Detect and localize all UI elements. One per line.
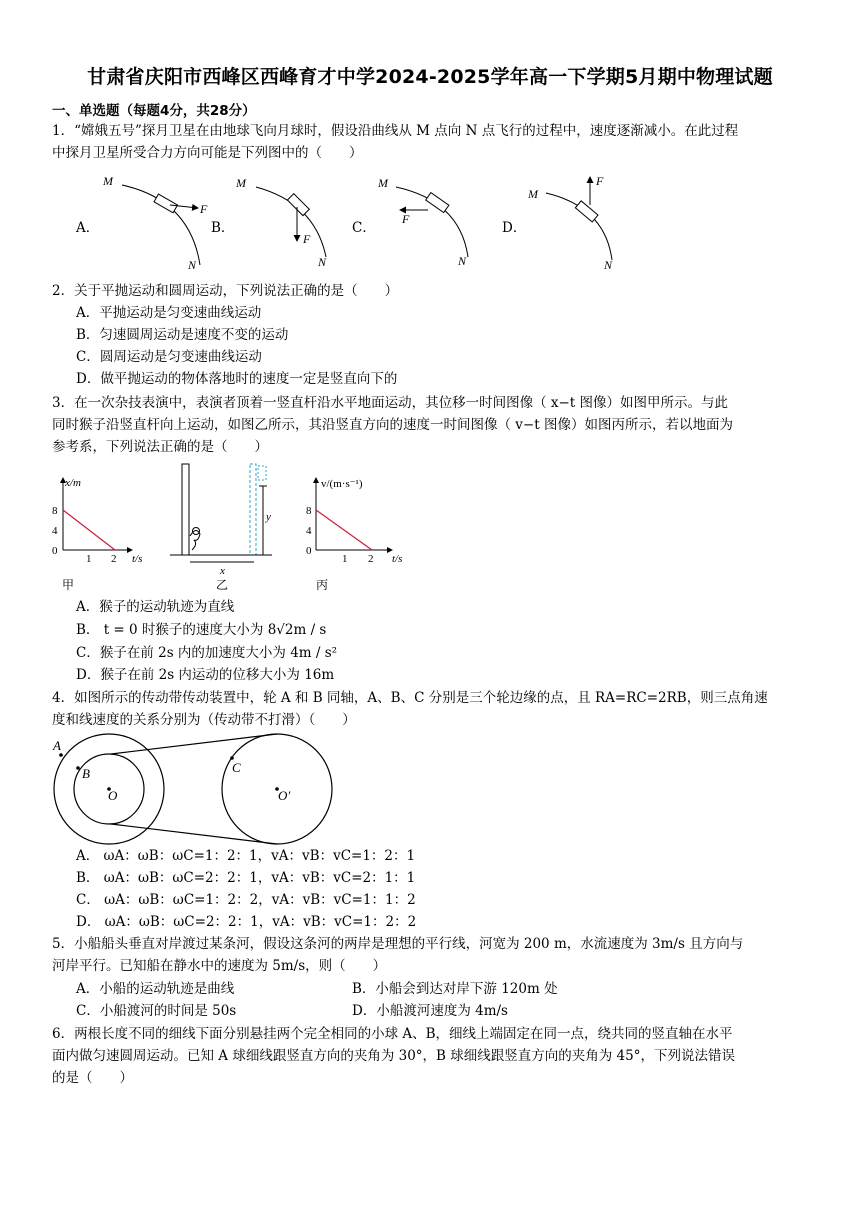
- q3b-caption: 乙: [216, 578, 229, 592]
- q1b-n-label: N: [318, 255, 327, 269]
- section-heading: 一、单选题（每题4分，共28分）: [52, 103, 256, 119]
- q3a-ytick-4: 4: [52, 525, 58, 537]
- q1d-f-label: F: [596, 174, 604, 188]
- q3c-xtick-2: 2: [368, 553, 374, 565]
- q3-chart-x-t: [52, 477, 142, 592]
- q2-option-d: D．做平抛运动的物体落地时的速度一定是竖直向下的: [76, 371, 398, 387]
- q3b-x-label: x: [220, 565, 225, 577]
- q3-x-t-line: [63, 510, 115, 550]
- q1b-f-label: F: [303, 232, 311, 246]
- q1-option-a-label: A．: [76, 220, 100, 236]
- q3c-ytick-8: 8: [306, 505, 312, 517]
- q1-option-b-label: B．: [211, 220, 235, 236]
- q1-stem-line2: 中探月卫星所受合力方向可能是下列图中的（ ）: [52, 145, 363, 161]
- q3-stem-line3: 参考系，下列说法正确的是（ ）: [52, 439, 268, 455]
- q1-option-c-label: C．: [352, 220, 376, 236]
- q4-stem-line2: 度和线速度的关系分别为（传动带不打滑）（ ）: [52, 712, 356, 728]
- q1-figures: [0, 165, 860, 275]
- q1a-n-label: N: [188, 258, 197, 272]
- q1-stem-line1: 1．“嫦娥五号”探月卫星在由地球飞向月球时，假设沿曲线从 M 点向 N 点飞行的过程中，速度逐渐减小。在此过程: [52, 123, 739, 139]
- q1-figure-a: [102, 174, 208, 272]
- q4-option-c: C． ωA：ωB：ωC=1：2：2，vA：vB：vC=1：1：2: [76, 892, 416, 908]
- q3a-ylabel: x/m: [65, 477, 81, 489]
- q5-stem-line1: 5．小船船头垂直对岸渡过某条河，假设这条河的两岸是理想的平行线，河宽为 200 m，水流速度为 3m/s 且方向与: [52, 936, 744, 952]
- q3-figures: [40, 458, 420, 598]
- belt-top: [111, 734, 277, 754]
- q6-stem-line1: 6．两根长度不同的细线下面分别悬挂两个完全相同的小球 A、B，细线上端固定在同一点，绕共同的竖直轴在水平: [52, 1026, 733, 1042]
- q1-option-d-label: D．: [502, 220, 527, 236]
- page-title: 甘肃省庆阳市西峰区西峰育才中学2024-2025学年高一下学期5月期中物理试题: [87, 66, 773, 88]
- q4-label-a: A: [53, 738, 61, 753]
- q1c-m-label: M: [378, 176, 388, 190]
- q3c-ylabel: v/(m·s⁻¹): [321, 478, 363, 490]
- q4-option-a: A． ωA：ωB：ωC=1：2：1，vA：vB：vC=1：2：1: [76, 848, 416, 864]
- q3-option-c: C．猴子在前 2s 内的加速度大小为 4m / s²: [76, 645, 338, 661]
- q5-option-b: B．小船会到达对岸下游 120m 处: [352, 981, 558, 997]
- q3-stem-line1: 3．在一次杂技表演中，表演者顶着一竖直杆沿水平地面运动，其位移一时间图像（ x−t 图像）如图甲所示。与此: [52, 395, 729, 411]
- q1-figure-c: [377, 176, 468, 268]
- q3c-caption: 丙: [316, 578, 329, 592]
- q1a-m-label: M: [103, 174, 113, 188]
- q2-option-c: C．圆周运动是匀变速曲线运动: [76, 349, 262, 365]
- q1c-f-label: F: [402, 212, 410, 226]
- q2-option-a: A．平抛运动是匀变速曲线运动: [76, 305, 262, 321]
- q3c-xlabel: t/s: [392, 553, 403, 565]
- q3-option-d: D．猴子在前 2s 内运动的位移大小为 16m: [76, 667, 335, 683]
- q5-option-d: D．小船渡河速度为 4m/s: [352, 1003, 508, 1019]
- belt-bottom: [111, 824, 277, 844]
- q3c-xtick-1: 1: [342, 553, 348, 565]
- q2-option-b: B．匀速圆周运动是速度不变的运动: [76, 327, 289, 343]
- q4-label-o: O: [108, 788, 118, 803]
- q3a-caption: 甲: [62, 578, 75, 592]
- q3-option-b: B． t = 0 时猴子的速度大小为 8√2m / s: [76, 622, 327, 638]
- q4-stem-line1: 4．如图所示的传动带传动装置中，轮 A 和 B 同轴，A、B、C 分别是三个轮边缘的点，且 RA=RC=2RB，则三点角速: [52, 690, 768, 706]
- q3a-ytick-0: 0: [52, 545, 58, 557]
- q1b-m-label: M: [236, 176, 246, 190]
- q1a-f-label: F: [200, 202, 208, 216]
- q4-option-d: D． ωA：ωB：ωC=2：2：1，vA：vB：vC=1：2：2: [76, 914, 417, 930]
- q5-stem-line2: 河岸平行。已知船在静水中的速度为 5m/s，则（ ）: [52, 958, 387, 974]
- q3-option-a: A．猴子的运动轨迹为直线: [76, 599, 235, 615]
- q5-option-a: A．小船的运动轨迹是曲线: [76, 981, 235, 997]
- q2-stem: 2．关于平抛运动和圆周运动，下列说法正确的是（ ）: [52, 283, 399, 299]
- q3a-ytick-8: 8: [52, 505, 58, 517]
- q6-stem-line2: 面内做匀速圆周运动。已知 A 球细线跟竖直方向的夹角为 30°，B 球细线跟竖直方向的夹角为 45°，下列说法错误: [52, 1048, 735, 1064]
- q3-v-t-line: [316, 510, 372, 550]
- q4-label-c: C: [232, 760, 241, 775]
- q1-figure-b: [235, 176, 327, 269]
- q4-option-b: B． ωA：ωB：ωC=2：2：1，vA：vB：vC=2：1：1: [76, 870, 416, 886]
- q3-chart-v-t: [306, 478, 402, 592]
- q3a-xtick-2: 2: [111, 553, 117, 565]
- q3b-y-label: y: [266, 511, 271, 523]
- q6-stem-line3: 的是（ ）: [52, 1070, 133, 1086]
- q3a-xlabel: t/s: [132, 553, 143, 565]
- q1d-m-label: M: [528, 187, 538, 201]
- q1c-n-label: N: [458, 254, 467, 268]
- q4-label-b: B: [82, 766, 90, 781]
- q5-option-c: C．小船渡河的时间是 50s: [76, 1003, 237, 1019]
- q3c-ytick-4: 4: [306, 525, 312, 537]
- q1-figure-d: [527, 174, 613, 272]
- q3-monkey-diagram: [170, 464, 272, 592]
- q3a-xtick-1: 1: [86, 553, 92, 565]
- q4-label-o-prime: O′: [278, 788, 291, 803]
- q3c-ytick-0: 0: [306, 545, 312, 557]
- q3-stem-line2: 同时猴子沿竖直杆向上运动，如图乙所示，其沿竖直方向的速度一时间图像（ v−t 图像）如图丙所示，若以地面为: [52, 417, 733, 433]
- q4-belt-diagram: [40, 728, 360, 848]
- q1d-n-label: N: [604, 258, 613, 272]
